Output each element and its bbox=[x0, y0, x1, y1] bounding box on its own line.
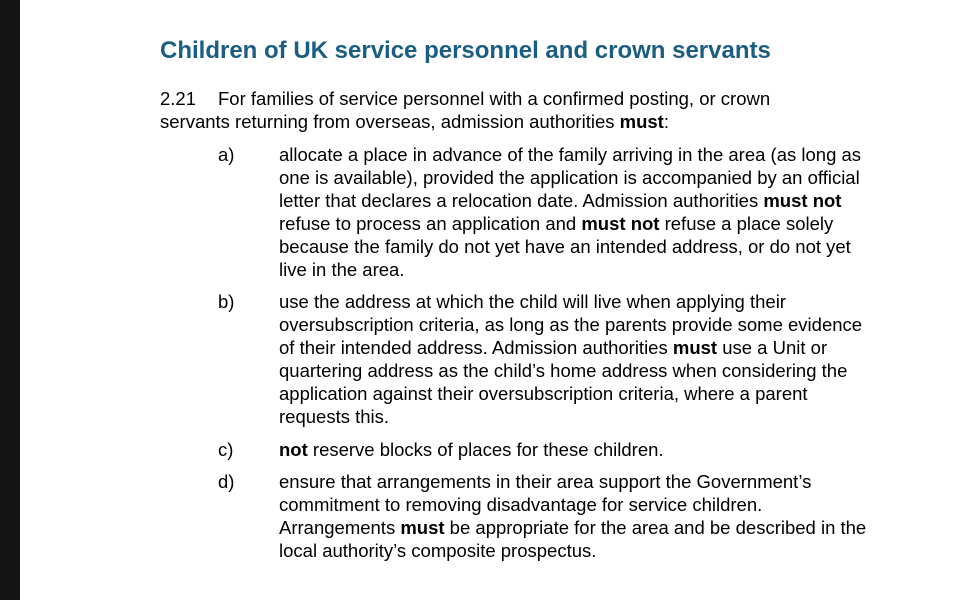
section-heading: Children of UK service personnel and crown servants bbox=[160, 37, 771, 64]
left-border-bar bbox=[0, 0, 20, 600]
item-text-c bbox=[279, 438, 879, 461]
item-c-text-1: reserve blocks of places for these children. bbox=[307, 439, 664, 460]
paragraph-line-2: servants returning from overseas, admission authorities bbox=[160, 111, 620, 132]
item-label-c: c) bbox=[218, 439, 234, 460]
item-d-text-2: be appropriate for the area and be described in the local authority’s composite prospectus. bbox=[279, 517, 867, 561]
item-a-bold-2: must not bbox=[581, 213, 660, 234]
item-text-d bbox=[279, 470, 879, 562]
item-c-bold-1: not bbox=[279, 439, 308, 460]
paragraph-colon: : bbox=[663, 111, 669, 132]
paragraph-2-21 bbox=[160, 87, 860, 133]
item-b-text-1: use the address at which the child will live when applying their oversubscription criteria, as long as the parents provide some evidence of their intended address. Admission authorities bbox=[279, 291, 863, 358]
emphasis-must: must bbox=[619, 111, 664, 132]
item-label-d: d) bbox=[218, 471, 235, 492]
item-a-text-3: refuse a place solely because the family do not yet have an intended address, or do not yet live in the area. bbox=[279, 213, 851, 280]
item-text-b bbox=[279, 290, 879, 428]
paragraph-number: 2.21 bbox=[160, 88, 197, 109]
item-a-text-2: refuse to process an application and bbox=[279, 213, 582, 234]
paragraph-line-1: For families of service personnel with a confirmed posting, or crown bbox=[218, 88, 771, 109]
item-label-a: a) bbox=[218, 144, 235, 165]
item-b-text-2: use a Unit or quartering address as the child’s home address when considering the application against their oversubscription criteria, where a parent requests this. bbox=[279, 337, 848, 427]
item-a-bold-1: must not bbox=[763, 190, 842, 211]
item-a-text-1: allocate a place in advance of the family arriving in the area (as long as one is available), provided the application is accompanied by an official letter that declares a relocation date. Admission authorities bbox=[279, 144, 862, 211]
item-label-b: b) bbox=[218, 291, 235, 312]
item-text-a bbox=[279, 143, 879, 281]
item-b-bold-1: must bbox=[672, 337, 718, 358]
item-d-text-1: ensure that arrangements in their area support the Government’s commitment to removing disadvantage for service children. Arrangements bbox=[279, 471, 812, 538]
item-d-bold-1: must bbox=[400, 517, 445, 538]
